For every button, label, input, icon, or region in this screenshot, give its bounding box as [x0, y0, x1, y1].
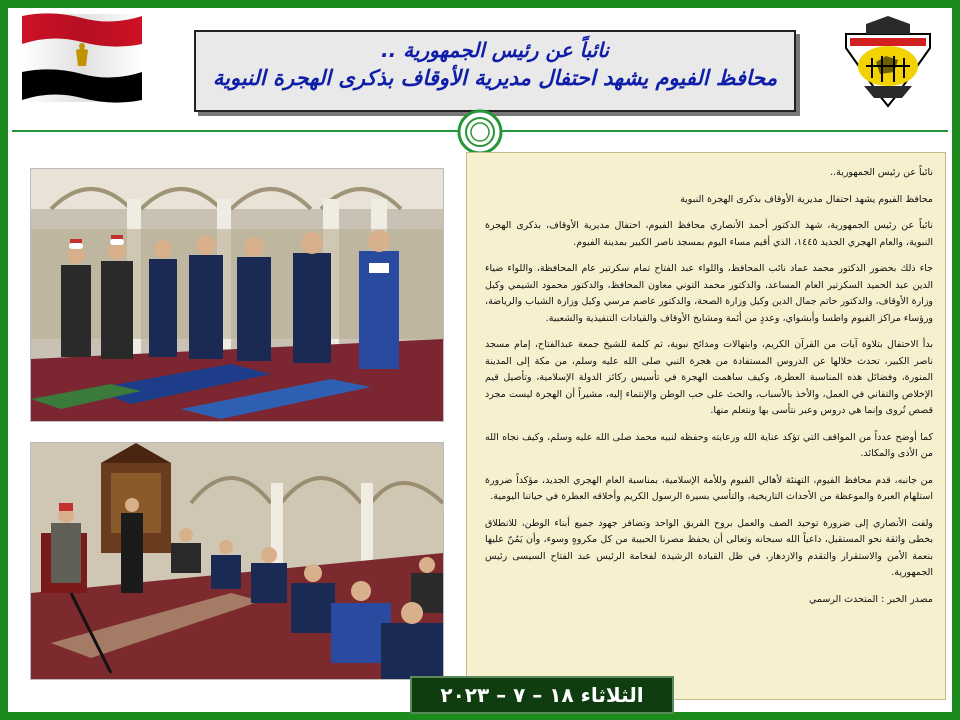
egypt-flag-icon	[18, 10, 144, 104]
article-paragraph: نائباً عن رئيس الجمهورية، شهد الدكتور أحمد الأنصاري محافظ الفيوم، احتفال مديرية الأوقاف، بذكرى الهجرة النبوية، والعام الهجري الجديد ١٤٤٥، الذي أقيم مساء اليوم بمسجد ناصر الكبير بمدينة الفيوم.	[485, 220, 933, 248]
article-paragraph: ولفت الأنصاري إلى ضرورة توحيد الصف والعمل بروح الفريق الواحد وتضافر جهود جميع أبناء الوطن، للانطلاق بخطى واثقة نحو المستقبل، داعياً الله سبحانه وتعالى أن يحفظ مصرنا الحبيبة من كل مكروهٍ وسوء، وأن يَمُنّ عليها بنعمة الأمن والاستقرار والتقدم والازدهار، في ظل القيادة الرشيدة لفخامة الرئيس عبد الفتاح السيسى رئيس الجمهورية.	[485, 517, 933, 578]
ornament-circle-icon	[456, 108, 504, 156]
article-paragraph: من جانبه، قدم محافظ الفيوم، التهنئة لأهالي الفيوم وللأمة الإسلامية، بمناسبة العام الهجري الجديد، مؤكداً ضرورة استلهام العبرة والموعظة من الأحداث التاريخية، والتأسي بسيرة الرسول الكريم وأخلاقه العطرة في حياتنا اليومية.	[485, 474, 933, 502]
mosque-seated-photo	[30, 442, 444, 680]
article-paragraph: بدأ الاحتفال بتلاوة آيات من القرآن الكريم، وابتهالات ومدائح نبوية، ثم كلمة للشيخ جمعة عبدالفتاح، إمام مسجد ناصر الكبير، تحدث خلالها عن الدروس المستفادة من هجرة النبي صلى الله عليه وسلم، من مكة إلى المدينة المنورة، وفضائل هذه المناسبة العطرة، وكيف ساهمت الهجرة في تأسيس ركائز الدولة الإسلامية، وتأصيل قيم الإخلاص والتفاني في العمل، والأخذ بالأسباب، والحث على حب الوطن والإنتماء إليه، مشيراً أن الهجرة ليست مجرد قصص تُروى وإنما هي دروس وعبر نتأسى بها ونتعلم منها.	[485, 339, 933, 416]
article-panel	[466, 152, 946, 700]
date-banner: الثلاثاء ١٨ – ٧ – ٢٠٢٣	[410, 676, 674, 714]
article-source: مصدر الخبر : المتحدث الرسمي	[808, 593, 933, 605]
fayoum-governorate-logo	[836, 16, 940, 112]
article-paragraph: كما أوضح عدداً من المواقف التي تؤكد عناية الله ورعايته وحفظه لنبيه محمد صلى الله عليه وسلم، وكيف نجاه الله من الأذى والمكائد.	[485, 431, 933, 459]
headline-line2: محافظ الفيوم يشهد احتفال مديرية الأوقاف بذكرى الهجرة النبوية	[212, 66, 778, 90]
article-body	[485, 165, 933, 618]
headline-line1: نائباً عن رئيس الجمهورية ..	[381, 38, 609, 62]
article-paragraph: نائباً عن رئيس الجمهورية..	[830, 167, 933, 178]
headline-box	[194, 30, 796, 112]
article-paragraph: محافظ الفيوم يشهد احتفال مديرية الأوقاف بذكرى الهجرة النبوية	[680, 193, 933, 205]
mosque-standing-photo	[30, 168, 444, 422]
article-paragraph: جاء ذلك بحضور الدكتور محمد عماد نائب المحافظ، واللواء عبد الفتاح تمام سكرتير عام المحافظة، واللواء ضياء الدين عبد الحميد السكرتير العام المساعد، والدكتور محمد التوني معاون المحافظ، والدكتور محمود الشيمي وكيل وزارة الأوقاف، والدكتور حاتم جمال الدين وكيل وزارة الصحة، والدكتور عاصم مرسي وكيل وزارة الشباب والرياضة، ورؤساء مراكز الفيوم واطسا وأبشواي، وعددٍ من أئمة ومشايخ الأوقاف والقيادات التنفيذية والشعبية.	[485, 263, 933, 324]
